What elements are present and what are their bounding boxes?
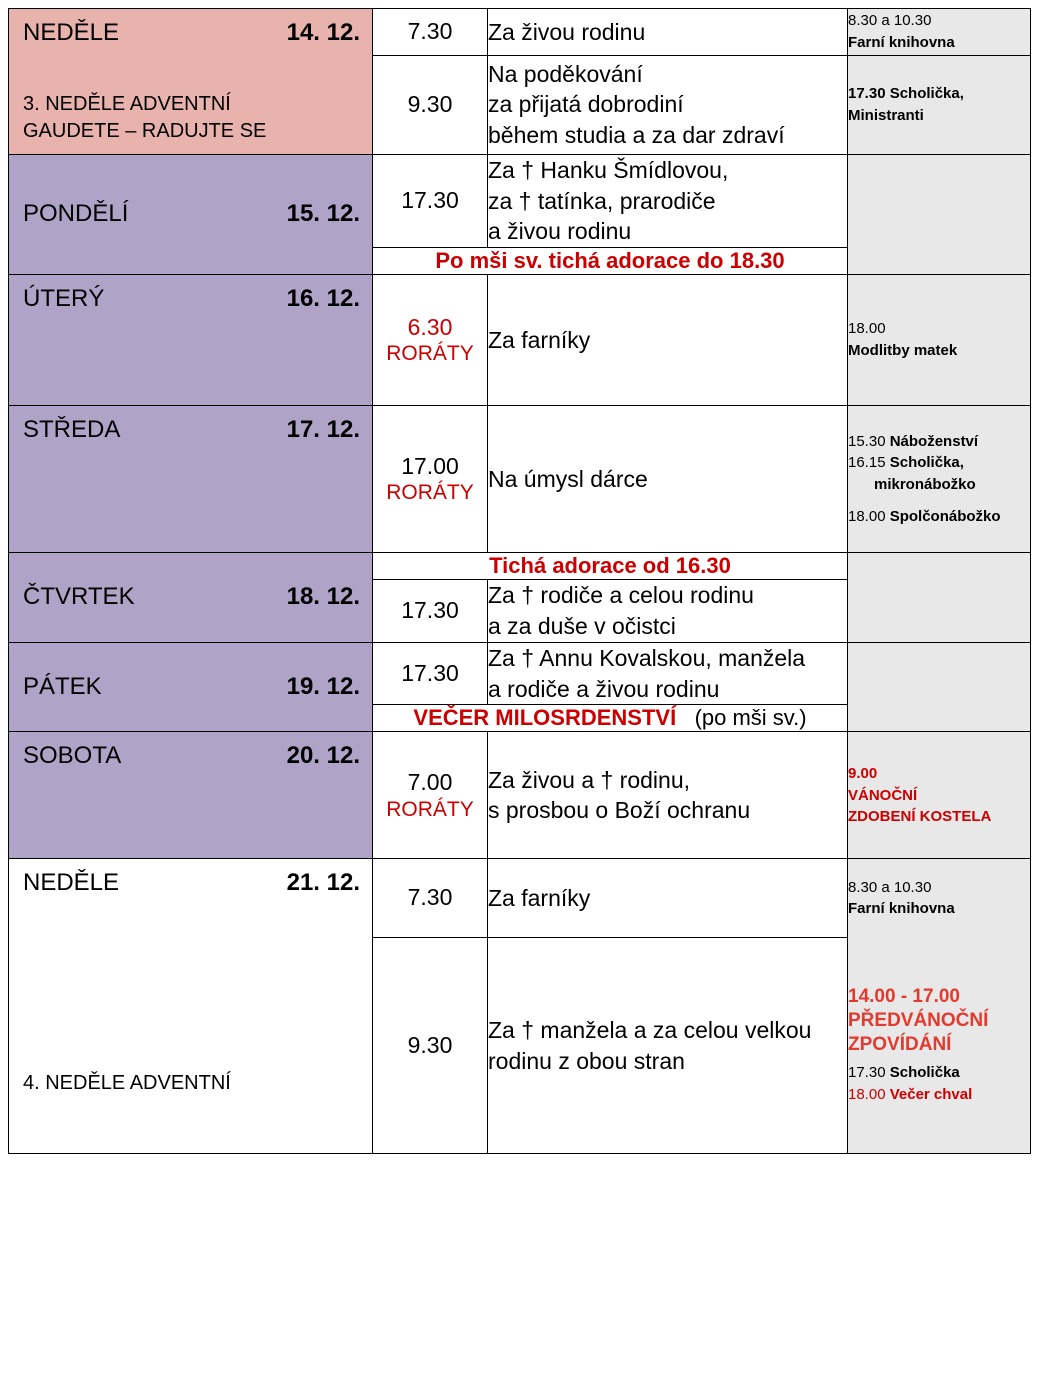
schedule-table bbox=[8, 8, 1031, 1154]
note-line: 18.00 Spolčonábožko bbox=[848, 507, 1001, 525]
day-subtitle-line2: GAUDETE – RADUJTE SE bbox=[23, 119, 267, 142]
day-cell-thursday18 bbox=[9, 553, 373, 643]
rorate-label: RORÁTY bbox=[386, 342, 474, 366]
mass-time: 7.30 bbox=[373, 859, 488, 938]
note-line: 9.00 bbox=[848, 764, 878, 782]
mass-intention: Na úmysl dárce bbox=[488, 406, 848, 553]
mass-time bbox=[373, 275, 488, 406]
day-name: ÚTERÝ bbox=[23, 285, 105, 313]
note-spacer bbox=[848, 496, 1030, 506]
day-date: 19. 12. bbox=[286, 672, 360, 700]
intention-line: za † tatínka, prarodiče bbox=[488, 187, 716, 214]
table-row bbox=[9, 154, 1031, 247]
mass-time: 17.30 bbox=[373, 642, 488, 705]
note-cell bbox=[848, 859, 1031, 938]
intention-line: za přijatá dobrodiní bbox=[488, 91, 684, 118]
mass-intention: Za farníky bbox=[488, 859, 848, 938]
mass-intention bbox=[488, 732, 848, 859]
day-subtitle-line1: 3. NEDĚLE ADVENTNÍ bbox=[23, 92, 231, 115]
day-cell-tuesday16 bbox=[9, 275, 373, 406]
day-cell-saturday20 bbox=[9, 732, 373, 859]
note-line: Farní knihovna bbox=[848, 34, 955, 51]
day-name: PÁTEK bbox=[23, 672, 102, 700]
table-row bbox=[9, 553, 1031, 580]
intention-line: během studia a za dar zdraví bbox=[488, 122, 785, 149]
note-cell bbox=[848, 56, 1031, 155]
note-line: Farní knihovna bbox=[848, 900, 955, 918]
day-cell-wednesday17 bbox=[9, 406, 373, 553]
table-row bbox=[9, 275, 1031, 406]
confession-time: 14.00 - 17.00 bbox=[848, 986, 960, 1008]
note-line: 16.15 Scholička, bbox=[848, 454, 964, 472]
mass-time-value: 7.00 bbox=[407, 769, 453, 796]
table-row bbox=[9, 406, 1031, 553]
banner-red-text: VEČER MILOSRDENSTVÍ bbox=[413, 705, 677, 731]
adoration-banner: Po mši sv. tichá adorace do 18.30 bbox=[373, 248, 848, 275]
note-cell bbox=[848, 9, 1031, 56]
mass-intention bbox=[488, 580, 848, 643]
intention-line: Za † Hanku Šmídlovou, bbox=[488, 156, 729, 183]
mass-intention: Za farníky bbox=[488, 275, 848, 406]
mass-time bbox=[373, 732, 488, 859]
mass-intention: Za živou rodinu bbox=[488, 9, 848, 56]
day-date: 15. 12. bbox=[286, 200, 360, 228]
note-cell bbox=[848, 154, 1031, 274]
intention-line: Za † rodiče a celou rodinu bbox=[488, 582, 754, 609]
intention-line: rodinu z obou stran bbox=[488, 1047, 685, 1074]
note-cell bbox=[848, 732, 1031, 859]
intention-line: s prosbou o Boží ochranu bbox=[488, 797, 751, 824]
day-date: 16. 12. bbox=[286, 285, 360, 313]
note-line: 17.30 Scholička bbox=[848, 1064, 960, 1082]
mass-time-value: 6.30 bbox=[407, 313, 453, 340]
table-row bbox=[9, 732, 1031, 859]
mass-time: 7.30 bbox=[373, 9, 488, 56]
mass-intention bbox=[488, 937, 848, 1153]
note-cell bbox=[848, 275, 1031, 406]
day-date: 18. 12. bbox=[286, 583, 360, 611]
note-line: ZDOBENÍ KOSTELA bbox=[848, 808, 992, 826]
note-cell bbox=[848, 642, 1031, 732]
intention-line: a za duše v očistci bbox=[488, 612, 676, 639]
day-date: 14. 12. bbox=[286, 19, 360, 46]
note-line: 18.00 Večer chval bbox=[848, 1086, 973, 1104]
mass-time bbox=[373, 406, 488, 553]
mass-time: 17.30 bbox=[373, 580, 488, 643]
banner-black-text: (po mši sv.) bbox=[694, 705, 807, 731]
day-cell-friday19 bbox=[9, 642, 373, 732]
rorate-label: RORÁTY bbox=[386, 797, 474, 821]
intention-line: a rodiče a živou rodinu bbox=[488, 675, 720, 702]
day-name: PONDĚLÍ bbox=[23, 200, 129, 228]
day-name: NEDĚLE bbox=[23, 869, 120, 897]
mass-intention bbox=[488, 154, 848, 247]
intention-line: Za živou a † rodinu, bbox=[488, 766, 691, 793]
day-date: 17. 12. bbox=[286, 416, 360, 444]
note-cell bbox=[848, 937, 1031, 1153]
note-line: 17.30 Scholička, bbox=[848, 85, 964, 103]
day-cell-sunday21 bbox=[9, 859, 373, 1154]
day-name: NEDĚLE bbox=[23, 19, 120, 46]
note-line: 18.00 bbox=[848, 320, 886, 338]
day-date: 21. 12. bbox=[286, 869, 360, 897]
mass-time: 17.30 bbox=[373, 154, 488, 247]
note-line: 8.30 a 10.30 bbox=[848, 878, 932, 896]
table-row bbox=[9, 9, 1031, 56]
confession-label: PŘEDVÁNOČNÍ bbox=[848, 1009, 989, 1031]
day-name: ČTVRTEK bbox=[23, 583, 135, 611]
mercy-evening-banner bbox=[373, 705, 848, 732]
day-cell-sunday14 bbox=[9, 9, 373, 155]
note-line: 15.30 Náboženství bbox=[848, 432, 979, 450]
note-line: 8.30 a 10.30 bbox=[848, 12, 932, 30]
day-name: SOBOTA bbox=[23, 742, 122, 770]
mass-time: 9.30 bbox=[373, 937, 488, 1153]
intention-line: Na poděkování bbox=[488, 60, 643, 87]
day-subtitle: 4. NEDĚLE ADVENTNÍ bbox=[23, 1071, 231, 1094]
confession-label-2: ZPOVÍDÁNÍ bbox=[848, 1033, 952, 1055]
mass-intention bbox=[488, 642, 848, 705]
adoration-banner: Tichá adorace od 16.30 bbox=[373, 553, 848, 580]
mass-time: 9.30 bbox=[373, 56, 488, 155]
note-line: Modlitby matek bbox=[848, 342, 958, 360]
note-line: Ministranti bbox=[848, 106, 924, 124]
intention-line: Za † Annu Kovalskou, manžela bbox=[488, 644, 806, 671]
note-cell bbox=[848, 406, 1031, 553]
note-line: mikronábožko bbox=[874, 476, 976, 494]
day-name: STŘEDA bbox=[23, 416, 121, 444]
intention-line: Za † manžela a za celou velkou bbox=[488, 1016, 812, 1043]
day-cell-monday15 bbox=[9, 154, 373, 274]
mass-time-value: 17.00 bbox=[401, 452, 459, 479]
rorate-label: RORÁTY bbox=[386, 481, 474, 505]
table-row bbox=[9, 859, 1031, 938]
intention-line: a živou rodinu bbox=[488, 218, 632, 245]
note-line: VÁNOČNÍ bbox=[848, 786, 918, 804]
note-cell bbox=[848, 553, 1031, 643]
day-date: 20. 12. bbox=[286, 742, 360, 770]
table-row bbox=[9, 642, 1031, 705]
mass-intention bbox=[488, 56, 848, 155]
